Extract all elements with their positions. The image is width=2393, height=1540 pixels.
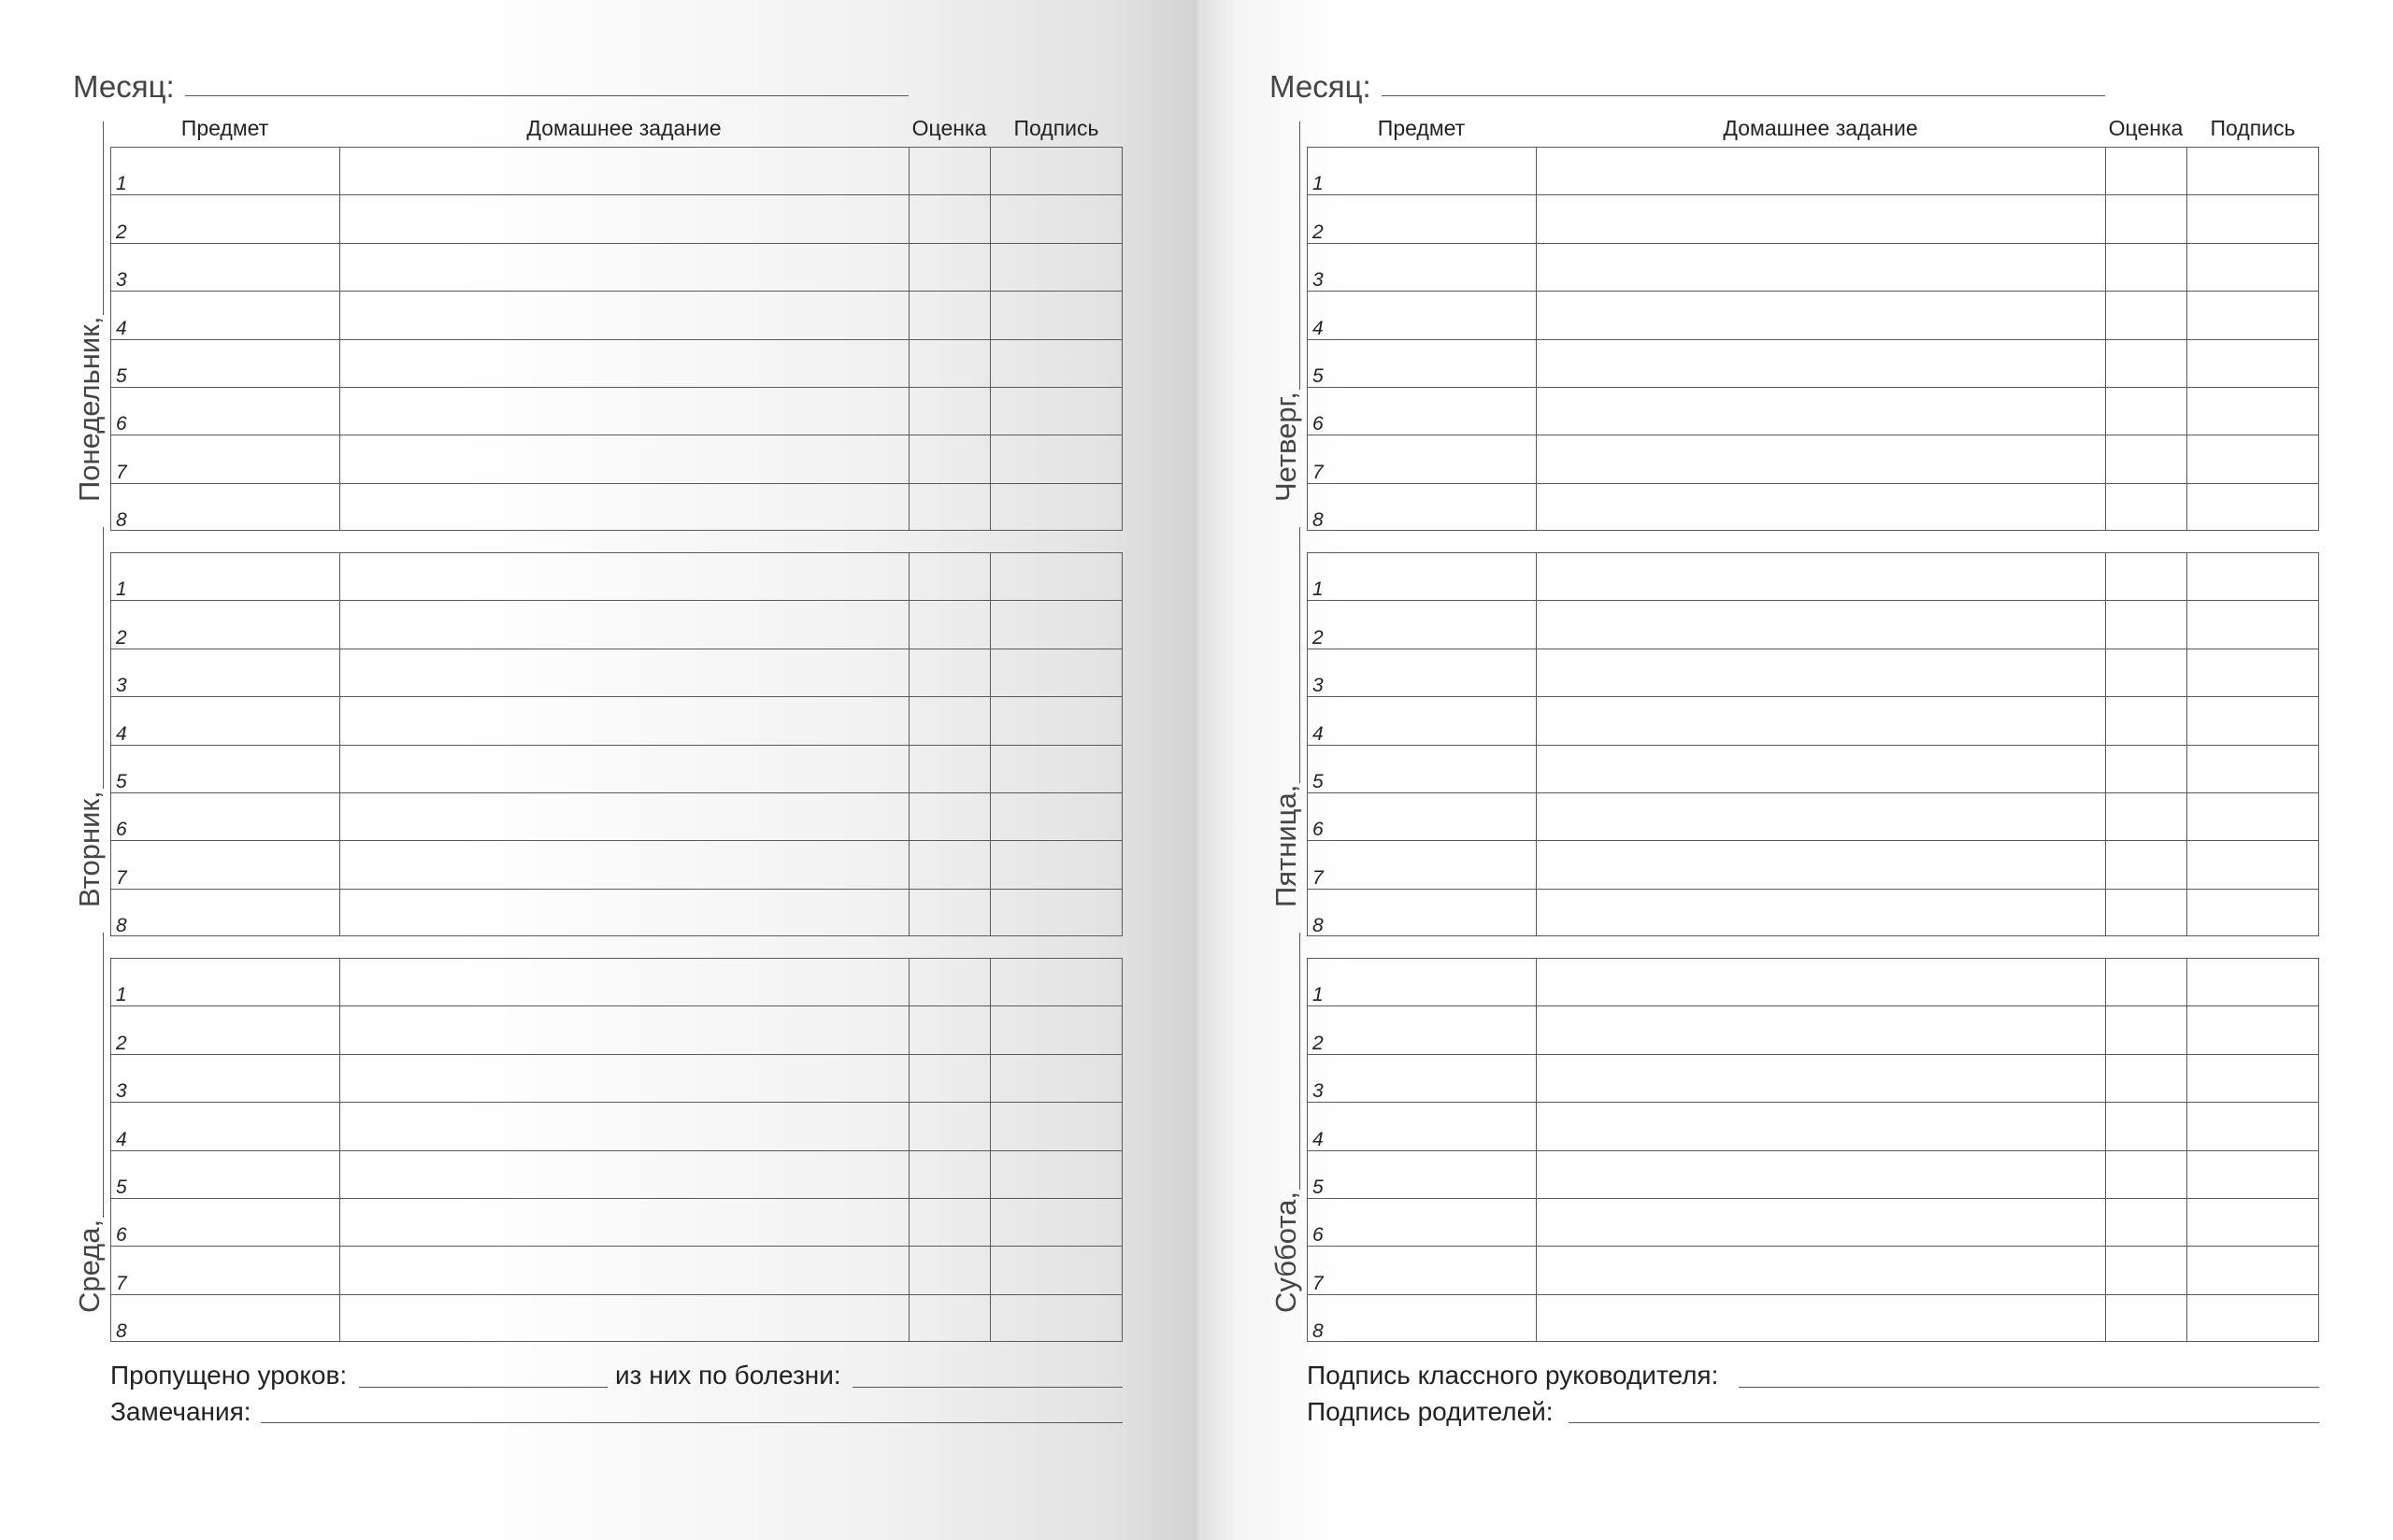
cell-подпись[interactable] bbox=[2187, 1295, 2320, 1343]
row-number: 4 bbox=[116, 1128, 127, 1150]
day-table-2 bbox=[110, 958, 1123, 1342]
cell-подпись[interactable] bbox=[991, 340, 1124, 388]
day-label-group-2 bbox=[1271, 933, 1300, 1313]
date-line[interactable] bbox=[82, 933, 104, 1218]
row-number: 1 bbox=[116, 984, 127, 1006]
cell-оценка[interactable] bbox=[910, 793, 991, 841]
cell-подпись[interactable] bbox=[991, 148, 1124, 195]
cell-оценка[interactable] bbox=[2106, 1247, 2187, 1294]
cell-домашнее-задание[interactable] bbox=[1537, 292, 2106, 339]
cell-домашнее-задание[interactable] bbox=[1537, 435, 2106, 483]
cell-домашнее-задание[interactable] bbox=[1537, 1151, 2106, 1199]
cell-подпись[interactable] bbox=[991, 1247, 1124, 1294]
cell-подпись[interactable] bbox=[2187, 292, 2320, 339]
month-line-left[interactable] bbox=[185, 95, 909, 96]
cell-предмет[interactable] bbox=[111, 1151, 340, 1199]
cell-оценка[interactable] bbox=[910, 148, 991, 195]
cell-подпись[interactable] bbox=[2187, 1103, 2320, 1150]
cell-предмет[interactable] bbox=[1308, 1199, 1537, 1247]
cell-домашнее-задание[interactable] bbox=[1537, 601, 2106, 649]
day-name: Четверг, bbox=[1269, 392, 1302, 503]
cell-подпись[interactable] bbox=[991, 959, 1124, 1006]
cell-оценка[interactable] bbox=[910, 292, 991, 339]
cell-предмет[interactable] bbox=[1308, 388, 1537, 435]
cell-оценка[interactable] bbox=[2106, 1055, 2187, 1103]
cell-оценка[interactable] bbox=[910, 649, 991, 697]
cell-подпись[interactable] bbox=[991, 1055, 1124, 1103]
cell-подпись[interactable] bbox=[991, 292, 1124, 339]
cell-подпись[interactable] bbox=[991, 435, 1124, 483]
cell-предмет[interactable] bbox=[111, 340, 340, 388]
cell-оценка[interactable] bbox=[910, 1006, 991, 1054]
cell-подпись[interactable] bbox=[991, 1151, 1124, 1199]
cell-предмет[interactable] bbox=[1308, 1055, 1537, 1103]
cell-подпись[interactable] bbox=[2187, 746, 2320, 793]
column-header-1: Домашнее задание bbox=[1723, 116, 1918, 140]
cell-домашнее-задание[interactable] bbox=[1537, 553, 2106, 601]
row-number: 3 bbox=[1312, 675, 1324, 697]
cell-подпись[interactable] bbox=[991, 244, 1124, 292]
cell-домашнее-задание[interactable] bbox=[340, 484, 910, 532]
cell-оценка[interactable] bbox=[910, 553, 991, 601]
cell-домашнее-задание[interactable] bbox=[340, 292, 910, 339]
cell-подпись[interactable] bbox=[2187, 649, 2320, 697]
cell-предмет[interactable] bbox=[111, 959, 340, 1006]
row-number: 4 bbox=[1312, 722, 1324, 745]
row-number: 2 bbox=[1312, 626, 1324, 649]
month-label-right: Месяц: bbox=[1269, 69, 1371, 104]
cell-оценка[interactable] bbox=[910, 484, 991, 532]
cell-подпись[interactable] bbox=[2187, 841, 2320, 889]
row-number: 4 bbox=[1312, 317, 1324, 339]
cell-подпись[interactable] bbox=[991, 484, 1124, 532]
cell-предмет[interactable] bbox=[1308, 553, 1537, 601]
date-line[interactable] bbox=[1279, 527, 1300, 783]
remarks-label: Замечания: bbox=[110, 1397, 251, 1426]
cell-подпись[interactable] bbox=[991, 1199, 1124, 1247]
day-label-group-1 bbox=[75, 527, 104, 907]
cell-подпись[interactable] bbox=[991, 697, 1124, 745]
parents-signature-line[interactable] bbox=[1569, 1422, 2319, 1423]
cell-домашнее-задание[interactable] bbox=[340, 697, 910, 745]
row-number: 8 bbox=[1312, 509, 1324, 532]
cell-оценка[interactable] bbox=[910, 697, 991, 745]
cell-оценка[interactable] bbox=[910, 959, 991, 1006]
cell-домашнее-задание[interactable] bbox=[1537, 1055, 2106, 1103]
row-number: 8 bbox=[116, 915, 127, 937]
cell-оценка[interactable] bbox=[910, 435, 991, 483]
cell-домашнее-задание[interactable] bbox=[1537, 484, 2106, 532]
column-header-0: Предмет bbox=[1377, 116, 1466, 140]
cell-домашнее-задание[interactable] bbox=[1537, 746, 2106, 793]
cell-предмет[interactable] bbox=[1308, 649, 1537, 697]
cell-домашнее-задание[interactable] bbox=[1537, 890, 2106, 937]
cell-предмет[interactable] bbox=[111, 1055, 340, 1103]
cell-оценка[interactable] bbox=[910, 1199, 991, 1247]
row-number: 7 bbox=[1312, 1272, 1324, 1294]
cell-подпись[interactable] bbox=[2187, 697, 2320, 745]
missed-lessons-label: Пропущено уроков: bbox=[110, 1361, 348, 1390]
cell-подпись[interactable] bbox=[991, 793, 1124, 841]
column-header-3: Подпись bbox=[2210, 116, 2296, 140]
row-number: 3 bbox=[1312, 269, 1324, 292]
cell-подпись[interactable] bbox=[991, 553, 1124, 601]
day-table-1 bbox=[1307, 552, 2319, 936]
cell-оценка[interactable] bbox=[2106, 1295, 2187, 1343]
cell-предмет[interactable] bbox=[1308, 1295, 1537, 1343]
row-number: 7 bbox=[116, 1272, 127, 1294]
row-number: 5 bbox=[1312, 365, 1324, 387]
row-number: 1 bbox=[1312, 578, 1324, 601]
cell-предмет[interactable] bbox=[1308, 841, 1537, 889]
cell-домашнее-задание[interactable] bbox=[340, 148, 910, 195]
cell-оценка[interactable] bbox=[2106, 697, 2187, 745]
cell-подпись[interactable] bbox=[2187, 553, 2320, 601]
cell-подпись[interactable] bbox=[991, 601, 1124, 649]
cell-подпись[interactable] bbox=[2187, 1055, 2320, 1103]
row-number: 4 bbox=[1312, 1128, 1324, 1150]
cell-предмет[interactable] bbox=[111, 1199, 340, 1247]
row-number: 3 bbox=[116, 1080, 127, 1103]
row-number: 6 bbox=[116, 819, 127, 841]
cell-домашнее-задание[interactable] bbox=[340, 195, 910, 243]
cell-домашнее-задание[interactable] bbox=[340, 1006, 910, 1054]
cell-домашнее-задание[interactable] bbox=[1537, 1199, 2106, 1247]
cell-предмет[interactable] bbox=[111, 601, 340, 649]
cell-предмет[interactable] bbox=[111, 484, 340, 532]
cell-оценка[interactable] bbox=[2106, 1199, 2187, 1247]
cell-предмет[interactable] bbox=[111, 435, 340, 483]
cell-предмет[interactable] bbox=[111, 890, 340, 937]
cell-домашнее-задание[interactable] bbox=[1537, 340, 2106, 388]
cell-домашнее-задание[interactable] bbox=[1537, 793, 2106, 841]
cell-подпись[interactable] bbox=[2187, 340, 2320, 388]
cell-домашнее-задание[interactable] bbox=[1537, 1103, 2106, 1150]
row-number: 8 bbox=[1312, 915, 1324, 937]
column-header-1: Домашнее задание bbox=[526, 116, 722, 140]
cell-оценка[interactable] bbox=[2106, 890, 2187, 937]
row-number: 7 bbox=[1312, 866, 1324, 889]
row-number: 1 bbox=[116, 173, 127, 195]
cell-предмет[interactable] bbox=[111, 746, 340, 793]
cell-оценка[interactable] bbox=[910, 1151, 991, 1199]
missed-lessons-line[interactable] bbox=[359, 1387, 608, 1388]
cell-подпись[interactable] bbox=[2187, 601, 2320, 649]
day-name: Понедельник, bbox=[73, 316, 106, 503]
row-number: 2 bbox=[116, 1032, 127, 1054]
month-line-right[interactable] bbox=[1382, 95, 2105, 96]
cell-оценка[interactable] bbox=[910, 1103, 991, 1150]
month-label-left: Месяц: bbox=[73, 69, 175, 104]
day-label-group-1 bbox=[1271, 527, 1300, 907]
row-number: 4 bbox=[116, 317, 127, 339]
cell-домашнее-задание[interactable] bbox=[340, 1151, 910, 1199]
cell-оценка[interactable] bbox=[2106, 435, 2187, 483]
column-header-2: Оценка bbox=[2108, 116, 2184, 140]
cell-предмет[interactable] bbox=[1308, 793, 1537, 841]
cell-подпись[interactable] bbox=[2187, 244, 2320, 292]
cell-домашнее-задание[interactable] bbox=[1537, 959, 2106, 1006]
cell-домашнее-задание[interactable] bbox=[340, 1055, 910, 1103]
cell-оценка[interactable] bbox=[910, 1055, 991, 1103]
cell-подпись[interactable] bbox=[991, 1006, 1124, 1054]
row-number: 3 bbox=[1312, 1080, 1324, 1103]
cell-подпись[interactable] bbox=[2187, 195, 2320, 243]
cell-оценка[interactable] bbox=[2106, 292, 2187, 339]
cell-оценка[interactable] bbox=[910, 244, 991, 292]
cell-подпись[interactable] bbox=[2187, 435, 2320, 483]
cell-домашнее-задание[interactable] bbox=[1537, 244, 2106, 292]
cell-подпись[interactable] bbox=[991, 890, 1124, 937]
cell-предмет[interactable] bbox=[1308, 340, 1537, 388]
cell-оценка[interactable] bbox=[2106, 793, 2187, 841]
sick-lessons-label: из них по болезни: bbox=[615, 1361, 841, 1390]
cell-оценка[interactable] bbox=[910, 601, 991, 649]
cell-домашнее-задание[interactable] bbox=[1537, 388, 2106, 435]
row-number: 6 bbox=[116, 413, 127, 435]
cell-оценка[interactable] bbox=[2106, 148, 2187, 195]
cell-предмет[interactable] bbox=[111, 1295, 340, 1343]
column-header-2: Оценка bbox=[911, 116, 987, 140]
cell-предмет[interactable] bbox=[111, 1103, 340, 1150]
day-name: Пятница, bbox=[1269, 784, 1302, 908]
cell-предмет[interactable] bbox=[1308, 959, 1537, 1006]
date-line[interactable] bbox=[1279, 121, 1300, 390]
cell-подпись[interactable] bbox=[991, 1295, 1124, 1343]
cell-домашнее-задание[interactable] bbox=[340, 841, 910, 889]
row-number: 2 bbox=[116, 221, 127, 243]
cell-подпись[interactable] bbox=[991, 195, 1124, 243]
cell-предмет[interactable] bbox=[111, 244, 340, 292]
row-number: 8 bbox=[116, 509, 127, 532]
cell-предмет[interactable] bbox=[1308, 601, 1537, 649]
cell-оценка[interactable] bbox=[910, 890, 991, 937]
cell-домашнее-задание[interactable] bbox=[340, 649, 910, 697]
cell-оценка[interactable] bbox=[2106, 195, 2187, 243]
cell-предмет[interactable] bbox=[1308, 484, 1537, 532]
cell-оценка[interactable] bbox=[910, 1247, 991, 1294]
cell-домашнее-задание[interactable] bbox=[340, 340, 910, 388]
cell-предмет[interactable] bbox=[1308, 746, 1537, 793]
row-number: 5 bbox=[116, 1176, 127, 1198]
date-line[interactable] bbox=[82, 527, 104, 790]
teacher-signature-line[interactable] bbox=[1739, 1387, 2319, 1388]
cell-домашнее-задание[interactable] bbox=[1537, 1295, 2106, 1343]
day-name: Суббота, bbox=[1269, 1191, 1302, 1314]
cell-предмет[interactable] bbox=[1308, 1103, 1537, 1150]
cell-оценка[interactable] bbox=[2106, 388, 2187, 435]
row-number: 5 bbox=[1312, 771, 1324, 792]
cell-оценка[interactable] bbox=[910, 746, 991, 793]
cell-домашнее-задание[interactable] bbox=[1537, 841, 2106, 889]
row-number: 6 bbox=[1312, 413, 1324, 435]
row-number: 1 bbox=[1312, 173, 1324, 195]
cell-оценка[interactable] bbox=[910, 340, 991, 388]
cell-подпись[interactable] bbox=[991, 388, 1124, 435]
cell-предмет[interactable] bbox=[111, 388, 340, 435]
cell-оценка[interactable] bbox=[2106, 484, 2187, 532]
cell-предмет[interactable] bbox=[111, 649, 340, 697]
date-line[interactable] bbox=[82, 121, 104, 315]
cell-предмет[interactable] bbox=[1308, 1006, 1537, 1054]
day-table-1 bbox=[110, 552, 1123, 936]
cell-подпись[interactable] bbox=[991, 649, 1124, 697]
cell-подпись[interactable] bbox=[2187, 793, 2320, 841]
cell-предмет[interactable] bbox=[111, 148, 340, 195]
row-number: 8 bbox=[116, 1320, 127, 1343]
cell-предмет[interactable] bbox=[111, 1006, 340, 1054]
remarks-line[interactable] bbox=[261, 1422, 1123, 1423]
row-number: 2 bbox=[1312, 221, 1324, 243]
cell-домашнее-задание[interactable] bbox=[340, 553, 910, 601]
cell-предмет[interactable] bbox=[1308, 195, 1537, 243]
cell-подпись[interactable] bbox=[2187, 484, 2320, 532]
day-table-0 bbox=[110, 147, 1123, 531]
cell-подпись[interactable] bbox=[2187, 388, 2320, 435]
row-number: 5 bbox=[116, 365, 127, 387]
row-number: 6 bbox=[1312, 1224, 1324, 1247]
cell-подпись[interactable] bbox=[2187, 1151, 2320, 1199]
cell-домашнее-задание[interactable] bbox=[340, 244, 910, 292]
cell-домашнее-задание[interactable] bbox=[340, 890, 910, 937]
cell-домашнее-задание[interactable] bbox=[1537, 697, 2106, 745]
row-number: 1 bbox=[116, 578, 127, 601]
cell-подпись[interactable] bbox=[991, 1103, 1124, 1150]
cell-оценка[interactable] bbox=[910, 195, 991, 243]
cell-домашнее-задание[interactable] bbox=[340, 1247, 910, 1294]
cell-подпись[interactable] bbox=[2187, 1247, 2320, 1294]
cell-оценка[interactable] bbox=[2106, 959, 2187, 1006]
cell-предмет[interactable] bbox=[111, 292, 340, 339]
row-number: 1 bbox=[1312, 984, 1324, 1006]
cell-подпись[interactable] bbox=[2187, 1199, 2320, 1247]
cell-предмет[interactable] bbox=[111, 553, 340, 601]
cell-предмет[interactable] bbox=[111, 841, 340, 889]
cell-оценка[interactable] bbox=[2106, 746, 2187, 793]
day-label-group-0 bbox=[1271, 121, 1300, 502]
cell-домашнее-задание[interactable] bbox=[1537, 1006, 2106, 1054]
cell-оценка[interactable] bbox=[2106, 553, 2187, 601]
cell-оценка[interactable] bbox=[2106, 841, 2187, 889]
cell-оценка[interactable] bbox=[2106, 1151, 2187, 1199]
cell-предмет[interactable] bbox=[111, 697, 340, 745]
cell-предмет[interactable] bbox=[1308, 1151, 1537, 1199]
cell-оценка[interactable] bbox=[2106, 340, 2187, 388]
day-label-group-2 bbox=[75, 933, 104, 1313]
cell-оценка[interactable] bbox=[2106, 244, 2187, 292]
day-label-group-0 bbox=[75, 121, 104, 502]
cell-предмет[interactable] bbox=[1308, 435, 1537, 483]
cell-подпись[interactable] bbox=[2187, 890, 2320, 937]
row-number: 7 bbox=[116, 866, 127, 889]
cell-домашнее-задание[interactable] bbox=[1537, 649, 2106, 697]
parents-signature-label: Подпись родителей: bbox=[1307, 1397, 1554, 1426]
row-number: 6 bbox=[1312, 819, 1324, 841]
column-header-3: Подпись bbox=[1013, 116, 1099, 140]
cell-оценка[interactable] bbox=[2106, 649, 2187, 697]
cell-домашнее-задание[interactable] bbox=[340, 388, 910, 435]
sick-lessons-line[interactable] bbox=[853, 1387, 1123, 1388]
cell-предмет[interactable] bbox=[1308, 697, 1537, 745]
cell-домашнее-задание[interactable] bbox=[340, 601, 910, 649]
row-number: 3 bbox=[116, 269, 127, 292]
row-number: 8 bbox=[1312, 1320, 1324, 1343]
cell-оценка[interactable] bbox=[910, 388, 991, 435]
row-number: 5 bbox=[116, 771, 127, 792]
row-number: 4 bbox=[116, 722, 127, 745]
cell-предмет[interactable] bbox=[1308, 1247, 1537, 1294]
cell-домашнее-задание[interactable] bbox=[340, 959, 910, 1006]
cell-оценка[interactable] bbox=[910, 841, 991, 889]
cell-подпись[interactable] bbox=[2187, 148, 2320, 195]
cell-домашнее-задание[interactable] bbox=[340, 746, 910, 793]
row-number: 7 bbox=[116, 461, 127, 483]
date-line[interactable] bbox=[1279, 933, 1300, 1190]
cell-оценка[interactable] bbox=[2106, 1103, 2187, 1150]
day-table-2 bbox=[1307, 958, 2319, 1342]
cell-домашнее-задание[interactable] bbox=[1537, 148, 2106, 195]
cell-предмет[interactable] bbox=[1308, 890, 1537, 937]
row-number: 2 bbox=[116, 626, 127, 649]
cell-оценка[interactable] bbox=[910, 1295, 991, 1343]
cell-домашнее-задание[interactable] bbox=[340, 1295, 910, 1343]
cell-подпись[interactable] bbox=[2187, 959, 2320, 1006]
cell-подпись[interactable] bbox=[991, 746, 1124, 793]
day-name: Среда, bbox=[73, 1219, 106, 1314]
cell-домашнее-задание[interactable] bbox=[340, 793, 910, 841]
cell-предмет[interactable] bbox=[1308, 244, 1537, 292]
cell-предмет[interactable] bbox=[111, 1247, 340, 1294]
day-name: Вторник, bbox=[73, 791, 106, 908]
teacher-signature-label: Подпись классного руководителя: bbox=[1307, 1361, 1719, 1390]
cell-домашнее-задание[interactable] bbox=[1537, 195, 2106, 243]
row-number: 6 bbox=[116, 1224, 127, 1247]
cell-домашнее-задание[interactable] bbox=[340, 1199, 910, 1247]
row-number: 7 bbox=[1312, 461, 1324, 483]
column-header-0: Предмет bbox=[180, 116, 269, 140]
cell-предмет[interactable] bbox=[111, 793, 340, 841]
row-number: 2 bbox=[1312, 1032, 1324, 1054]
cell-предмет[interactable] bbox=[1308, 148, 1537, 195]
cell-домашнее-задание[interactable] bbox=[340, 435, 910, 483]
cell-предмет[interactable] bbox=[111, 195, 340, 243]
cell-подпись[interactable] bbox=[2187, 1006, 2320, 1054]
cell-домашнее-задание[interactable] bbox=[1537, 1247, 2106, 1294]
cell-оценка[interactable] bbox=[2106, 601, 2187, 649]
book-gutter bbox=[1195, 0, 1202, 1540]
cell-домашнее-задание[interactable] bbox=[340, 1103, 910, 1150]
cell-подпись[interactable] bbox=[991, 841, 1124, 889]
cell-предмет[interactable] bbox=[1308, 292, 1537, 339]
row-number: 3 bbox=[116, 675, 127, 697]
cell-оценка[interactable] bbox=[2106, 1006, 2187, 1054]
day-table-0 bbox=[1307, 147, 2319, 531]
row-number: 5 bbox=[1312, 1176, 1324, 1198]
